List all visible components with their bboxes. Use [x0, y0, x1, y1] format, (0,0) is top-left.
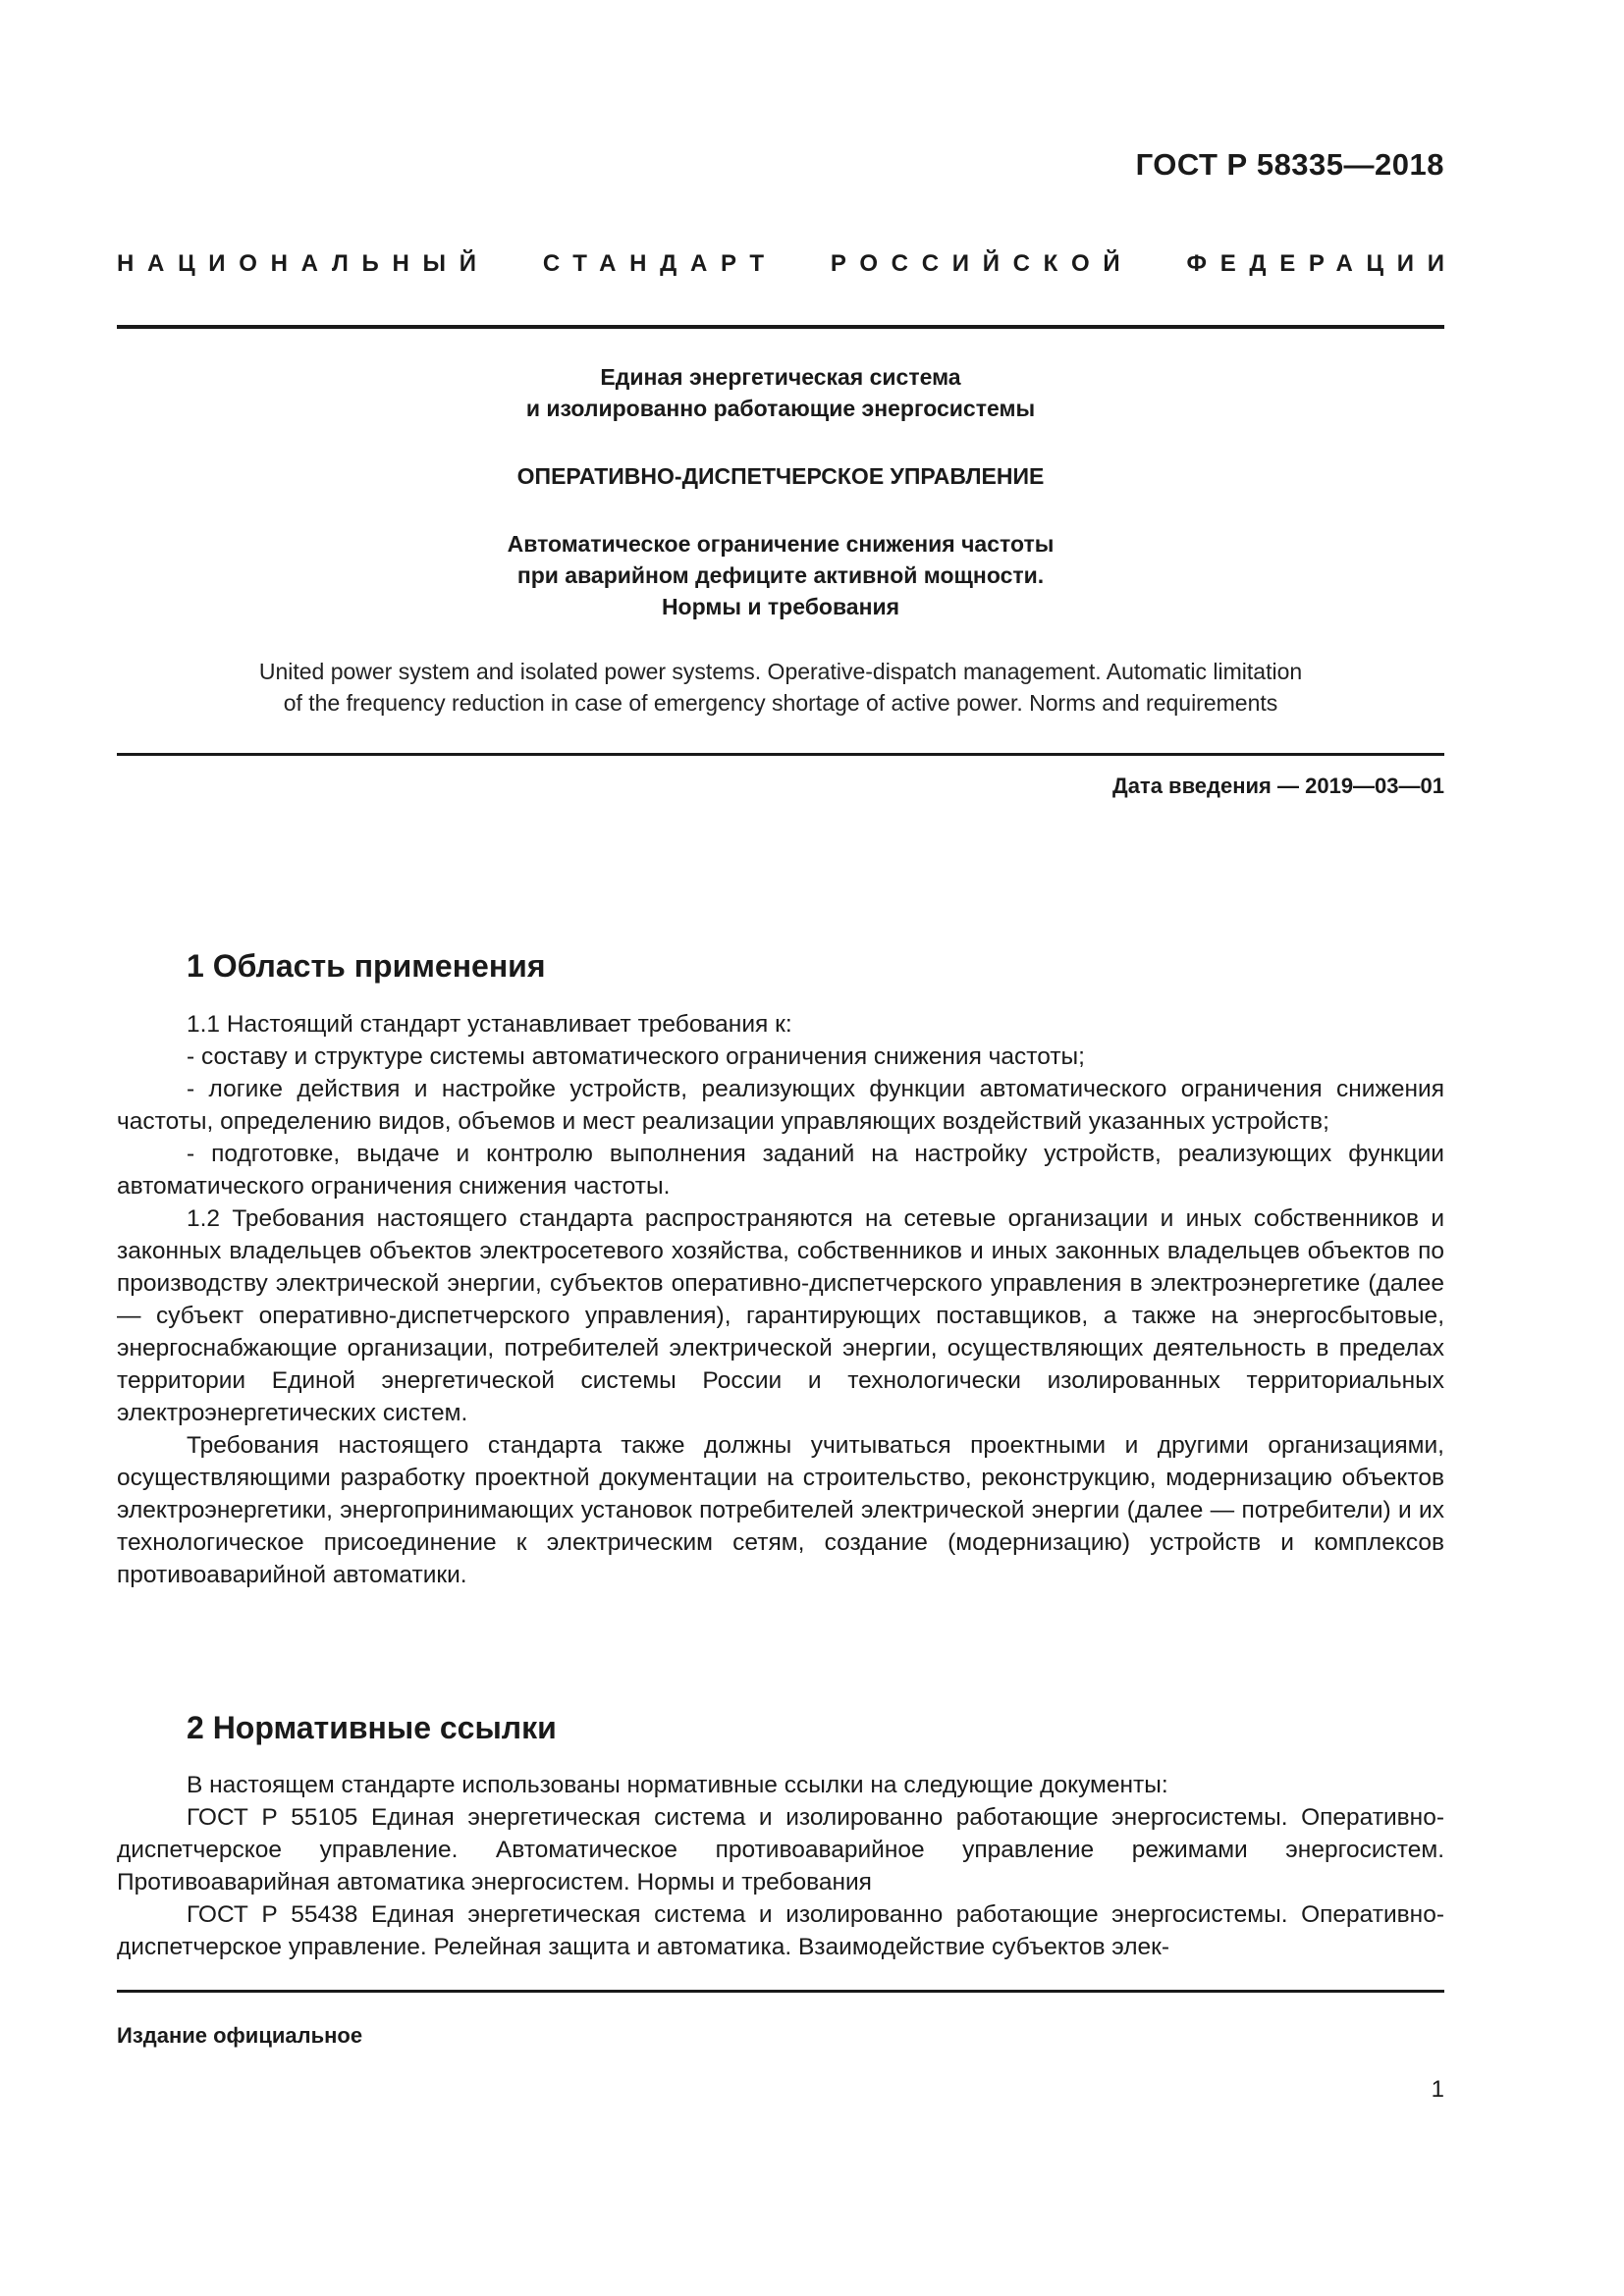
banner-word: РОССИЙСКОЙ	[830, 250, 1134, 277]
banner-word: НАЦИОНАЛЬНЫЙ	[117, 250, 490, 277]
paragraph: 1.2 Требования настоящего стандарта распространяются на сетевые организации и иных собственников и законных владельцев объектов электросетевого хозяйства, собственников и иных законных владельцев объектов по производству электрической энергии, субъектов оперативно-диспетчерского управления в электроэнергетике (далее — субъект оперативно-диспетчерского управления), гарантирующих поставщиков, а также на энергосбытовые, энергоснабжающие организации, потребителей электрической энергии, осуществляющих деятельность в пределах территории Единой энергетической системы России и технологически изолированных территориальных электроэнергетических систем.	[117, 1205, 1444, 1426]
paragraph: ГОСТ Р 55438 Единая энергетическая система и изолированно работающие энергосистемы. Оперативно-диспетчерское управление. Релейная защита и автоматика. Взаимодействие субъектов элек-	[117, 1901, 1444, 1960]
subtitle-block	[117, 528, 1444, 622]
subtitle-line: при аварийном дефиците активной мощности.	[516, 562, 1045, 588]
section-1-heading: 1 Область применения	[187, 948, 546, 984]
paragraph: - подготовке, выдаче и контролю выполнения заданий на настройку устройств, реализующих функции автоматического ограничения снижения частоты.	[117, 1141, 1444, 1200]
paragraph: ГОСТ Р 55105 Единая энергетическая система и изолированно работающие энергосистемы. Оперативно-диспетчерское управление. Автоматическое противоаварийное управление режимами энергосистем. Противоаварийная автоматика энергосистем. Нормы и требования	[117, 1804, 1444, 1896]
english-title-line: of the frequency reduction in case of emergency shortage of active power. Norms and requirements	[283, 690, 1278, 716]
paragraph: - составу и структуре системы автоматического ограничения снижения частоты;	[187, 1043, 1085, 1070]
official-edition-label: Издание официальное	[117, 2023, 363, 2048]
subtitle-line: Автоматическое ограничение снижения частоты	[507, 531, 1055, 557]
title-line: и изолированно работающие энергосистемы	[525, 396, 1036, 421]
english-title-line: United power system and isolated power systems. Operative-dispatch management. Automatic limitation	[258, 659, 1303, 684]
top-divider	[117, 325, 1444, 329]
page-number: 1	[1431, 2076, 1444, 2103]
banner-word: СТАНДАРТ	[542, 250, 778, 277]
national-standard-banner	[117, 250, 1458, 278]
document-number: ГОСТ Р 58335—2018	[1135, 147, 1444, 182]
section-title: ОПЕРАТИВНО-ДИСПЕТЧЕРСКОЕ УПРАВЛЕНИЕ	[516, 463, 1045, 489]
section-2-heading: 2 Нормативные ссылки	[187, 1710, 557, 1745]
subtitle-line: Нормы и требования	[661, 594, 900, 619]
title-line: Единая энергетическая система	[600, 364, 961, 390]
paragraph: - логике действия и настройке устройств, реализующих функции автоматического ограничения снижения частоты, определению видов, объемов и мест реализации управляющих воздействий указанных устройств;	[117, 1076, 1444, 1135]
title-block	[117, 361, 1444, 424]
section-1-body	[117, 1008, 1444, 1591]
title-divider	[117, 753, 1444, 756]
footer-divider	[117, 1990, 1444, 1993]
paragraph: В настоящем стандарте использованы нормативные ссылки на следующие документы:	[187, 1772, 1168, 1798]
introduction-date: Дата введения — 2019—03—01	[1112, 774, 1444, 798]
paragraph: 1.1 Настоящий стандарт устанавливает требования к:	[187, 1011, 792, 1038]
section-2-body	[117, 1769, 1444, 1963]
paragraph: Требования настоящего стандарта также должны учитываться проектными и другими организациями, осуществляющими разработку проектной документации на строительство, реконструкцию, модернизацию объектов электроэнергетики, энергопринимающих установок потребителей электрической энергии (далее — потребители) и их технологическое присоединение к электрическим сетям, создание (модернизацию) устройств и комплексов противоаварийной автоматики.	[117, 1432, 1444, 1588]
english-title	[117, 656, 1444, 719]
banner-word: ФЕДЕРАЦИИ	[1186, 250, 1458, 277]
